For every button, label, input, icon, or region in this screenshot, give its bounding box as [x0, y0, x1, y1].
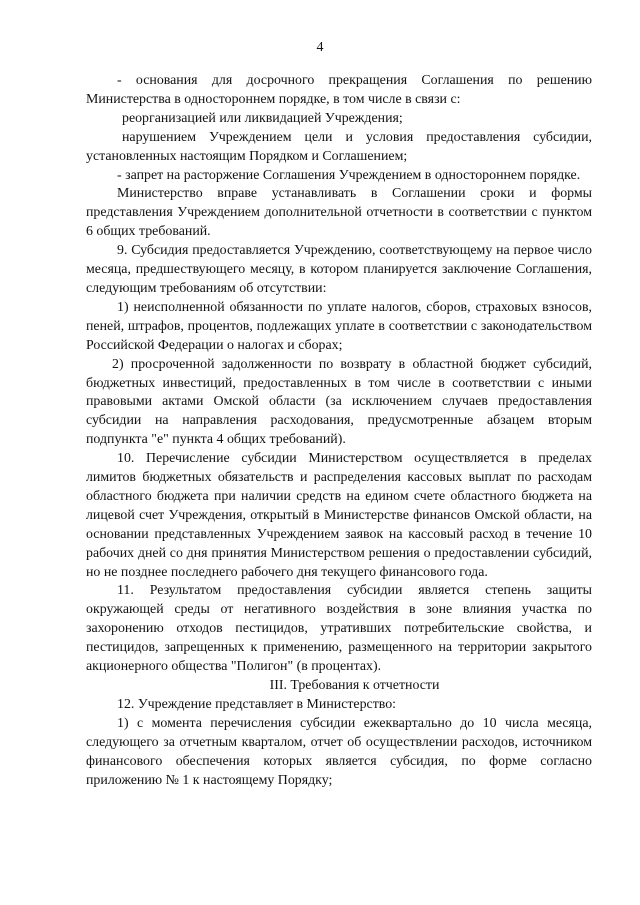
paragraph-item-11: 11. Результатом предоставления субсидии является степень защиты окружающей среды от негативного воздействия в зоне влияния участка по захоронению отходов пестицидов, утративших потребительские свойства, и пестицидов, запрещенных к применению, размещенного на территории закрытого акционерного общества "Полигон" (в процентах). — [86, 583, 592, 675]
paragraph-item-9: 9. Субсидия предоставляется Учреждению, соответствующему на первое число месяца, предшествующего месяцу, в котором планируется заключение Соглашения, следующим требованиям об отсутствии: — [86, 243, 592, 296]
paragraph-item-12-1: 1) с момента перечисления субсидии ежеквартально до 10 числа месяца, следующего за отчетным кварталом, отчет об осуществлении расходов, источником финансового обеспечения которых является субсидия, по форме согласно приложению № 1 к настоящему Порядку; — [86, 715, 592, 788]
document-body — [86, 72, 592, 790]
paragraph-termination-grounds: - основания для досрочного прекращения Соглашения по решению Министерства в одностороннем порядке, в том числе в связи с: — [86, 73, 592, 107]
page-number: 4 — [316, 40, 324, 55]
section-heading: III. Требования к отчетности — [269, 678, 440, 693]
paragraph-item-12: 12. Учреждение представляет в Министерство: — [117, 696, 397, 712]
paragraph-item-10: 10. Перечисление субсидии Министерством осуществляется в пределах лимитов бюджетных обязательств и распределения кассовых выплат по расходам областного бюджета при наличии средств на едином счете областного бюджета на лицевой счет Учреждения, открытый в Министерстве финансов Омской области, на основании представленных Учреждением заявок на кассовый расход в течение 10 рабочих дней со дня принятия Министерством решения о предоставлении субсидий, но не позднее последнего рабочего дня текущего финансового года. — [86, 451, 592, 580]
paragraph-termination-ban: - запрет на расторжение Соглашения Учреждением в одностороннем порядке. — [117, 167, 581, 183]
paragraph-reorganization: реорганизацией или ликвидацией Учреждения; — [122, 110, 403, 126]
paragraph-additional-reporting: Министерство вправе устанавливать в Соглашении сроки и формы представления Учреждением дополнительной отчетности в соответствии с пунктом 6 общих требований. — [86, 186, 592, 240]
paragraph-item-9-1: 1) неисполненной обязанности по уплате налогов, сборов, страховых взносов, пеней, штрафов, процентов, подлежащих уплате в соответствии с законодательством Российской Федерации о налогах и сборах; — [86, 299, 592, 353]
paragraph-violation: нарушением Учреждением цели и условия предоставления субсидии, установленных настоящим Порядком и Соглашением; — [86, 129, 592, 164]
paragraph-item-9-2: 2) просроченной задолженности по возврату в областной бюджет субсидий, бюджетных инвестиций, предоставленных в том числе в соответствии с иными правовыми актами Омской области (за исключением случаев предоставления субсидии на направления расходования, предусмотренные абзацем вторым подпункта "е" пункта 4 общих требований). — [86, 356, 592, 448]
